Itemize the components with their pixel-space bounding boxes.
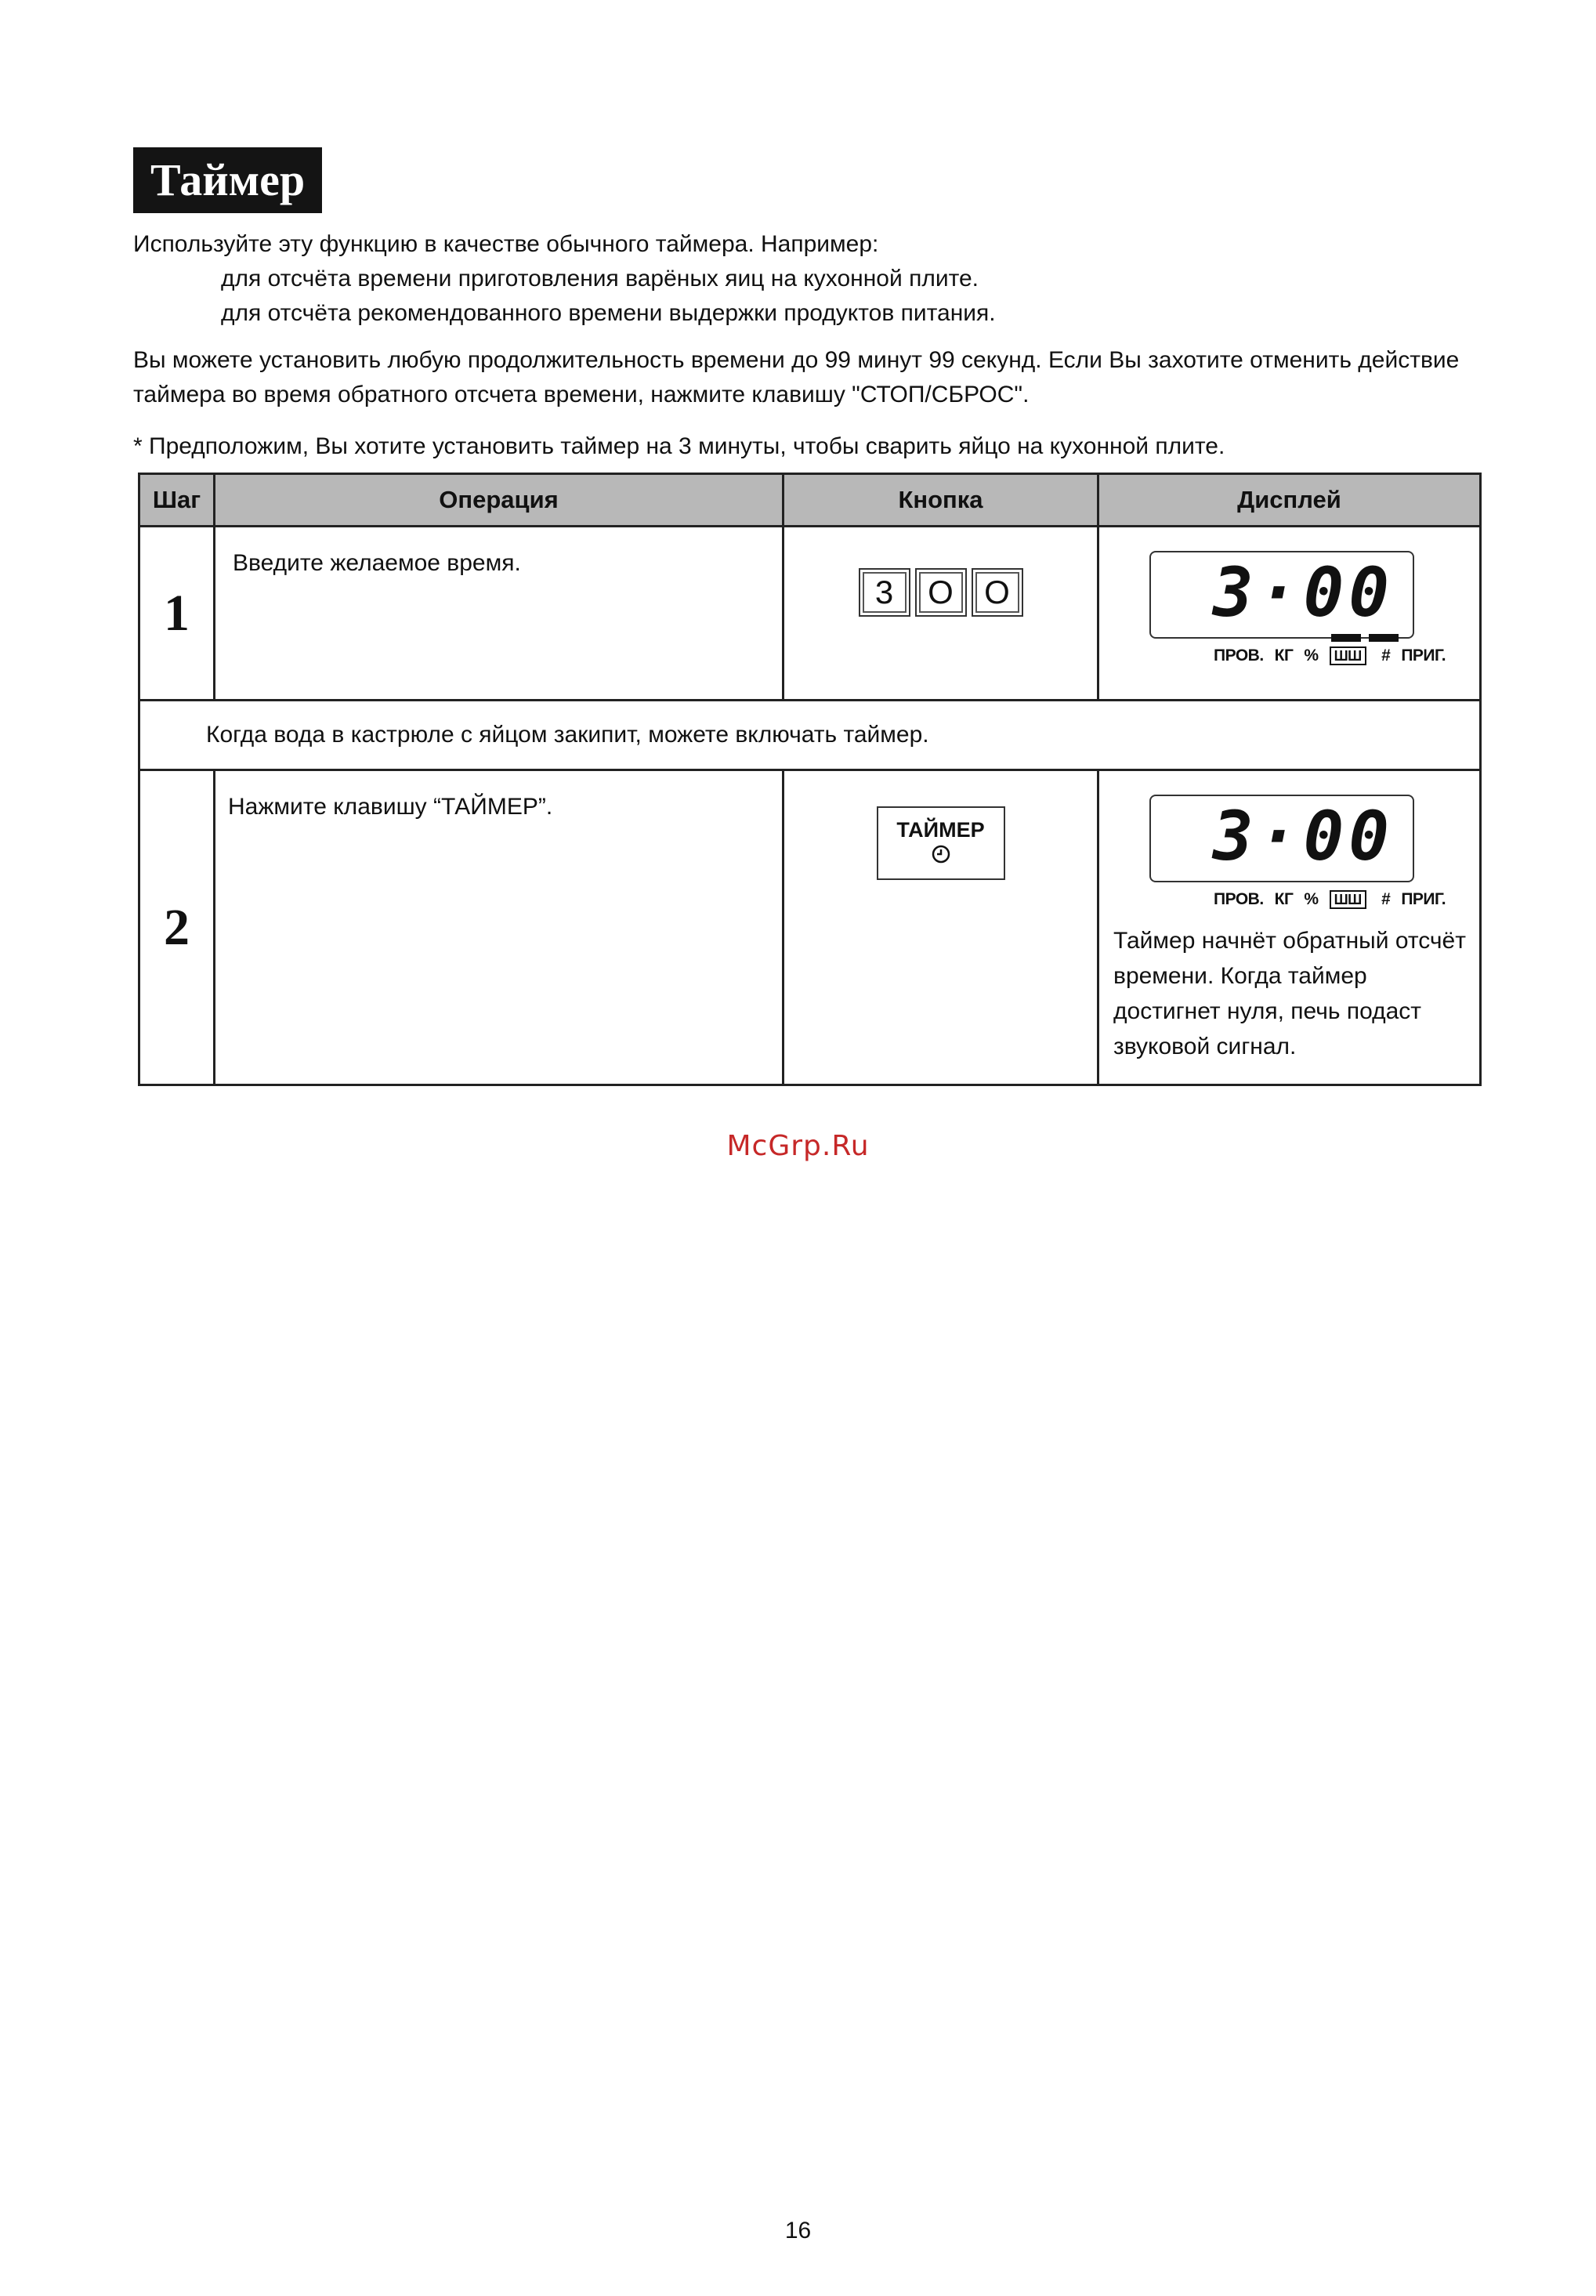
digit-key-0: O: [915, 568, 967, 617]
step-operation: Введите желаемое время.: [215, 527, 784, 701]
header-operation: Операция: [215, 474, 784, 527]
timer-button-label: ТАЙМЕР: [896, 818, 985, 842]
header-step: Шаг: [139, 474, 215, 527]
lcd-digits: 3·00: [1212, 798, 1394, 876]
display-indicators: ПРОВ. КГ % ШШ # ПРИГ.: [1214, 646, 1446, 665]
button-cell: [784, 527, 1098, 701]
display-cell: [1098, 770, 1481, 1085]
steps-table: [138, 473, 1482, 1086]
digit-keys: [859, 568, 1023, 617]
combination-icon: #: [1381, 890, 1391, 908]
clock-icon: [878, 844, 1004, 864]
grill-icon: ШШ: [1330, 646, 1366, 665]
page-title: Таймер: [133, 147, 322, 213]
example-item: для отсчёта рекомендованного времени выдержки продуктов питания.: [221, 300, 996, 326]
header-button: Кнопка: [784, 474, 1098, 527]
example-item: для отсчёта времени приготовления варёных яиц на кухонной плите.: [221, 266, 979, 292]
step-number: 2: [139, 770, 215, 1085]
intro-line: Используйте эту функцию в качестве обычного таймера. Например:: [133, 231, 879, 257]
table-row: [139, 770, 1481, 1085]
intro-text: [133, 227, 1481, 464]
display-indicators: ПРОВ. КГ % ШШ # ПРИГ.: [1214, 890, 1446, 908]
boiling-note: Когда вода в кастрюле с яйцом закипит, можете включать таймер.: [139, 701, 1481, 770]
assumption-note: * Предположим, Вы хотите установить таймер на 3 минуты, чтобы сварить яйцо на кухонной плите.: [133, 433, 1225, 459]
watermark: McGrp.Ru: [726, 1130, 870, 1162]
digit-key-0: O: [972, 568, 1023, 617]
header-display: Дисплей: [1098, 474, 1481, 527]
table-header-row: [139, 474, 1481, 527]
table-row: [139, 527, 1481, 701]
display-cell: [1098, 527, 1481, 701]
page-number: 16: [784, 2218, 812, 2243]
lcd-display: [1149, 551, 1414, 639]
step-number: 1: [139, 527, 215, 701]
lcd-display: [1149, 795, 1414, 882]
button-cell: [784, 770, 1098, 1085]
timer-button: [877, 806, 1005, 880]
step-operation: Нажмите клавишу “ТАЙМЕР”.: [215, 770, 784, 1085]
combination-icon: #: [1381, 646, 1391, 665]
countdown-description: Таймер начнёт обратный отсчёт времени. Когда таймер достигнет нуля, печь подаст звуковой сигнал.: [1113, 928, 1466, 1059]
lcd-digits: 3·00: [1212, 554, 1394, 632]
grill-icon: ШШ: [1330, 890, 1366, 909]
lcd-bars: [1331, 634, 1399, 642]
digit-key-3: 3: [859, 568, 910, 617]
table-row: [139, 701, 1481, 770]
range-paragraph: Вы можете установить любую продолжительность времени до 99 минут 99 секунд. Если Вы захотите отменить действие таймера во время обратного отсчета времени, нажмите клавишу "СТОП/СБРОС".: [133, 347, 1460, 407]
